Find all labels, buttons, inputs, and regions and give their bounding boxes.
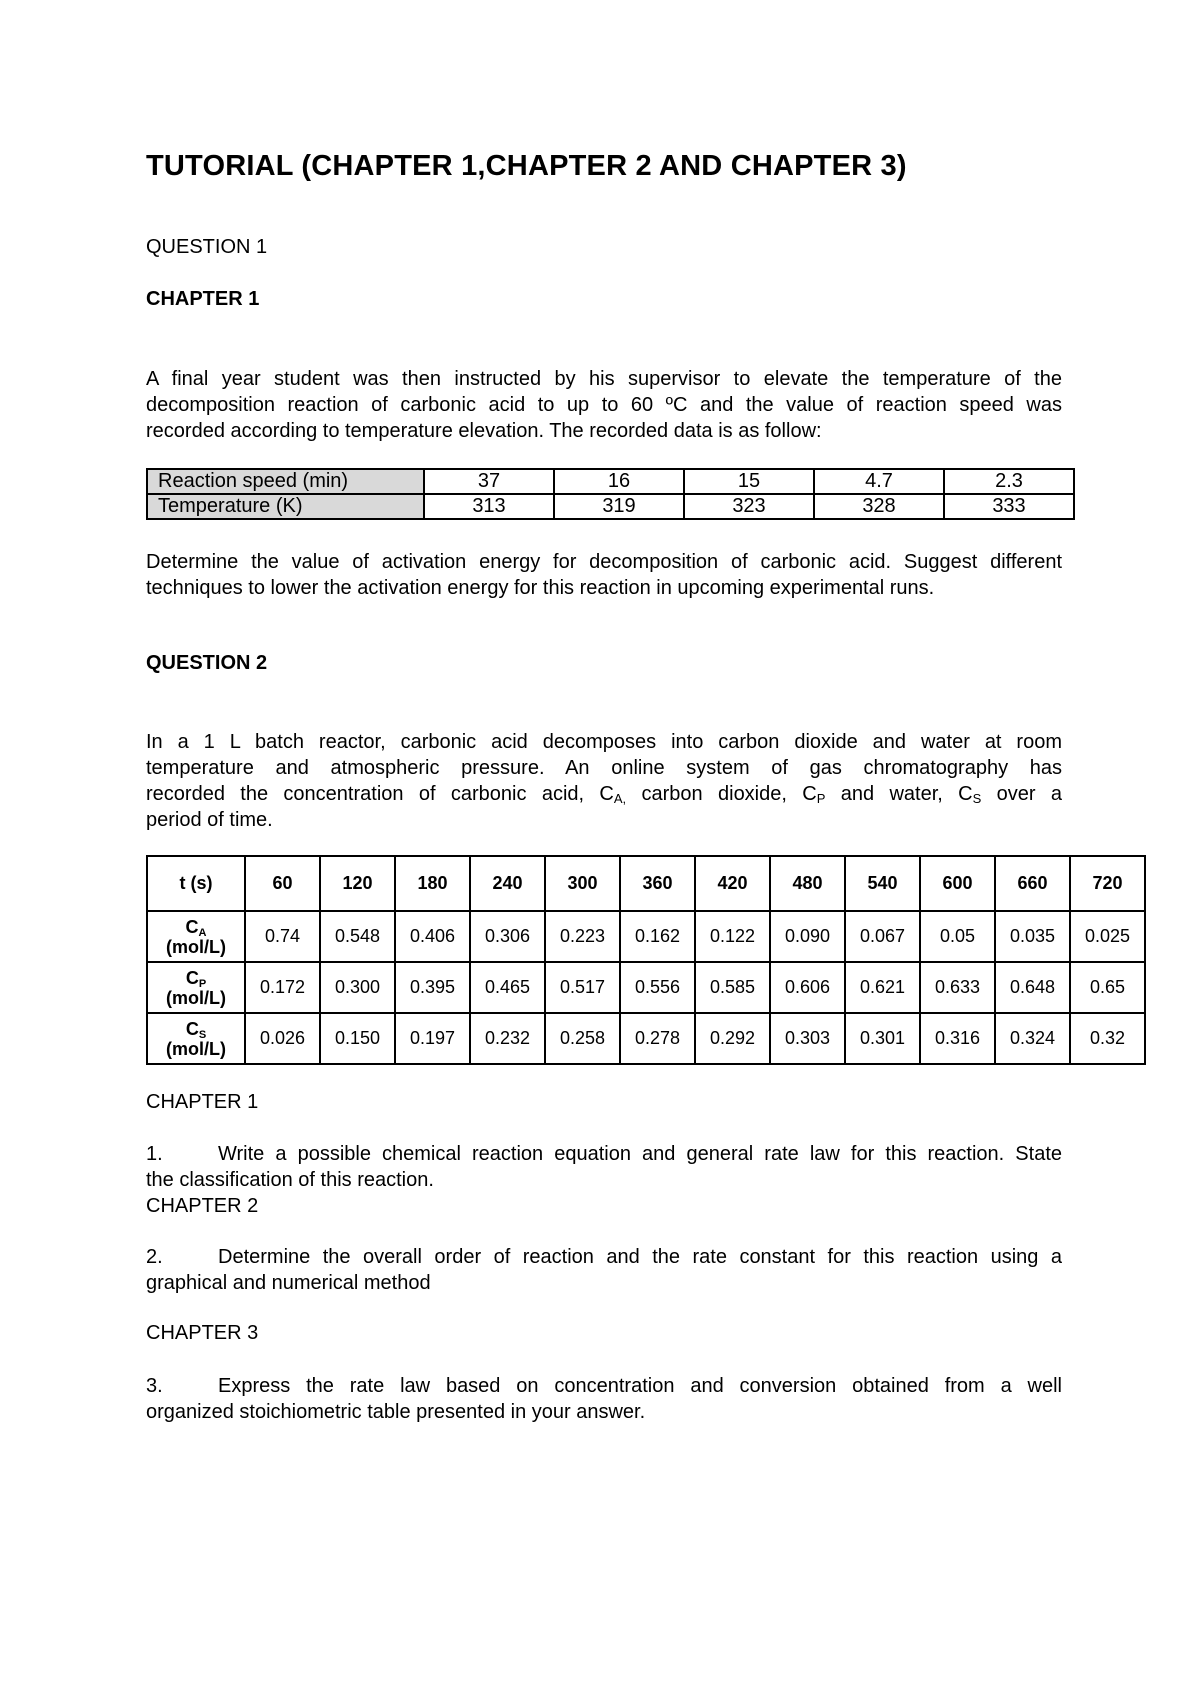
table-cell: 0.465 xyxy=(470,962,545,1013)
subscript: A xyxy=(198,926,207,939)
table-cell: 0.303 xyxy=(770,1013,845,1064)
page-title: TUTORIAL (CHAPTER 1,CHAPTER 2 AND CHAPTER 3) xyxy=(146,150,907,182)
table-cell: 0.324 xyxy=(995,1013,1070,1064)
table-cell: 0.090 xyxy=(770,911,845,962)
table-cell: 0.648 xyxy=(995,962,1070,1013)
table-cell: 333 xyxy=(944,494,1074,519)
q1-task-paragraph xyxy=(146,549,1062,601)
q2-chapter1-heading: CHAPTER 1 xyxy=(146,1091,259,1113)
row-unit: (mol/L) xyxy=(166,936,226,957)
q1-intro-line: A final year student was then instructed by his supervisor to elevate the temperature of the xyxy=(146,368,1062,390)
column-header: 480 xyxy=(770,856,845,911)
row-unit: (mol/L) xyxy=(166,1038,226,1059)
row-label: Reaction speed (min) xyxy=(147,469,424,494)
column-header: 120 xyxy=(320,856,395,911)
subscript: A, xyxy=(613,791,627,806)
text-run: over a xyxy=(981,783,1063,805)
column-header: 60 xyxy=(245,856,320,911)
text-run: carbon dioxide, C xyxy=(626,783,817,805)
column-header: 240 xyxy=(470,856,545,911)
table-cell: 0.316 xyxy=(920,1013,995,1064)
table-cell: 0.278 xyxy=(620,1013,695,1064)
q2-intro-line: temperature and atmospheric pressure. An online system of gas chromatography has xyxy=(146,757,1062,779)
table-cell: 4.7 xyxy=(814,469,944,494)
table-cell: 0.232 xyxy=(470,1013,545,1064)
text-run: recorded the concentration of carbonic acid, C xyxy=(146,783,614,805)
item-line xyxy=(146,1141,1062,1167)
table-cell: 0.122 xyxy=(695,911,770,962)
table-row xyxy=(147,494,1074,519)
row-header xyxy=(147,911,245,962)
row-symbol: C xyxy=(185,916,199,937)
reaction-speed-table xyxy=(146,468,1075,520)
q2-item-3 xyxy=(146,1373,1062,1425)
q2-item-1 xyxy=(146,1141,1062,1219)
item-line: graphical and numerical method xyxy=(146,1272,431,1294)
table-cell: 15 xyxy=(684,469,814,494)
table-cell: 0.301 xyxy=(845,1013,920,1064)
q1-intro-line: decomposition reaction of carbonic acid to up to 60 ºC and the value of reaction speed was xyxy=(146,394,1062,416)
item-text: Express the rate law based on concentration and conversion obtained from a well xyxy=(218,1375,1062,1397)
column-header: 300 xyxy=(545,856,620,911)
table-cell: 0.621 xyxy=(845,962,920,1013)
column-header: 180 xyxy=(395,856,470,911)
table-cell: 0.548 xyxy=(320,911,395,962)
column-header: 600 xyxy=(920,856,995,911)
table-cell: 0.197 xyxy=(395,1013,470,1064)
table-cell: 319 xyxy=(554,494,684,519)
table-cell: 0.74 xyxy=(245,911,320,962)
subscript: S xyxy=(972,791,982,806)
table-cell: 0.026 xyxy=(245,1013,320,1064)
row-header xyxy=(147,962,245,1013)
item-line: organized stoichiometric table presented in your answer. xyxy=(146,1401,646,1423)
table-cell: 0.025 xyxy=(1070,911,1145,962)
item-line xyxy=(146,1244,1062,1270)
row-header xyxy=(147,1013,245,1064)
table-cell: 0.035 xyxy=(995,911,1070,962)
table-cell: 0.395 xyxy=(395,962,470,1013)
column-header: t (s) xyxy=(147,856,245,911)
table-cell: 0.633 xyxy=(920,962,995,1013)
table-cell: 0.067 xyxy=(845,911,920,962)
question-2-heading: QUESTION 2 xyxy=(146,652,268,674)
table-cell: 0.32 xyxy=(1070,1013,1145,1064)
table-cell: 0.606 xyxy=(770,962,845,1013)
q1-task-line: Determine the value of activation energy for decomposition of carbonic acid. Suggest different xyxy=(146,551,1062,573)
q1-chapter-heading: CHAPTER 1 xyxy=(146,288,260,310)
q2-chapter2-heading: CHAPTER 2 xyxy=(146,1195,259,1217)
row-symbol: C xyxy=(185,967,199,988)
column-header: 540 xyxy=(845,856,920,911)
column-header: 420 xyxy=(695,856,770,911)
item-text: Determine the overall order of reaction and the rate constant for this reaction using a xyxy=(218,1246,1062,1268)
table-cell: 0.306 xyxy=(470,911,545,962)
table-cell: 16 xyxy=(554,469,684,494)
row-unit: (mol/L) xyxy=(166,987,226,1008)
row-symbol: C xyxy=(185,1018,199,1039)
q1-intro-line: recorded according to temperature elevation. The recorded data is as follow: xyxy=(146,420,822,442)
table-row xyxy=(147,962,1145,1013)
table-row xyxy=(147,911,1145,962)
table-cell: 0.300 xyxy=(320,962,395,1013)
table-cell: 37 xyxy=(424,469,554,494)
q2-item-2 xyxy=(146,1244,1062,1296)
item-number: 2. xyxy=(146,1246,163,1268)
table-cell: 0.585 xyxy=(695,962,770,1013)
table-row xyxy=(147,469,1074,494)
table-cell: 0.556 xyxy=(620,962,695,1013)
item-number: 3. xyxy=(146,1375,163,1397)
q2-intro-paragraph xyxy=(146,729,1062,833)
row-label: Temperature (K) xyxy=(147,494,424,519)
item-number: 1. xyxy=(146,1143,163,1165)
column-header: 720 xyxy=(1070,856,1145,911)
table-cell: 0.223 xyxy=(545,911,620,962)
concentration-table xyxy=(146,855,1146,1065)
q2-intro-line: period of time. xyxy=(146,809,273,831)
table-cell: 0.05 xyxy=(920,911,995,962)
table-cell: 313 xyxy=(424,494,554,519)
table-cell: 0.162 xyxy=(620,911,695,962)
subscript: P xyxy=(816,791,826,806)
table-cell: 0.258 xyxy=(545,1013,620,1064)
item-line: the classification of this reaction. xyxy=(146,1169,434,1191)
text-run: and water, C xyxy=(825,783,973,805)
table-header-row xyxy=(147,856,1145,911)
question-1-heading: QUESTION 1 xyxy=(146,236,268,258)
table-row xyxy=(147,1013,1145,1064)
table-cell: 0.172 xyxy=(245,962,320,1013)
table-cell: 0.406 xyxy=(395,911,470,962)
table-cell: 0.150 xyxy=(320,1013,395,1064)
table-cell: 0.292 xyxy=(695,1013,770,1064)
table-cell: 2.3 xyxy=(944,469,1074,494)
q2-intro-line xyxy=(146,781,1062,807)
column-header: 660 xyxy=(995,856,1070,911)
table-cell: 323 xyxy=(684,494,814,519)
item-text: Write a possible chemical reaction equation and general rate law for this reaction. State xyxy=(218,1143,1062,1165)
column-header: 360 xyxy=(620,856,695,911)
table-cell: 0.517 xyxy=(545,962,620,1013)
q2-chapter3-heading: CHAPTER 3 xyxy=(146,1322,259,1344)
subscript: P xyxy=(198,977,207,990)
table-cell: 0.65 xyxy=(1070,962,1145,1013)
q1-task-line: techniques to lower the activation energy for this reaction in upcoming experimental runs. xyxy=(146,577,935,599)
table-cell: 328 xyxy=(814,494,944,519)
item-line xyxy=(146,1373,1062,1399)
q2-intro-line: In a 1 L batch reactor, carbonic acid decomposes into carbon dioxide and water at room xyxy=(146,731,1062,753)
subscript: S xyxy=(198,1028,207,1041)
q1-intro-paragraph xyxy=(146,366,1062,444)
